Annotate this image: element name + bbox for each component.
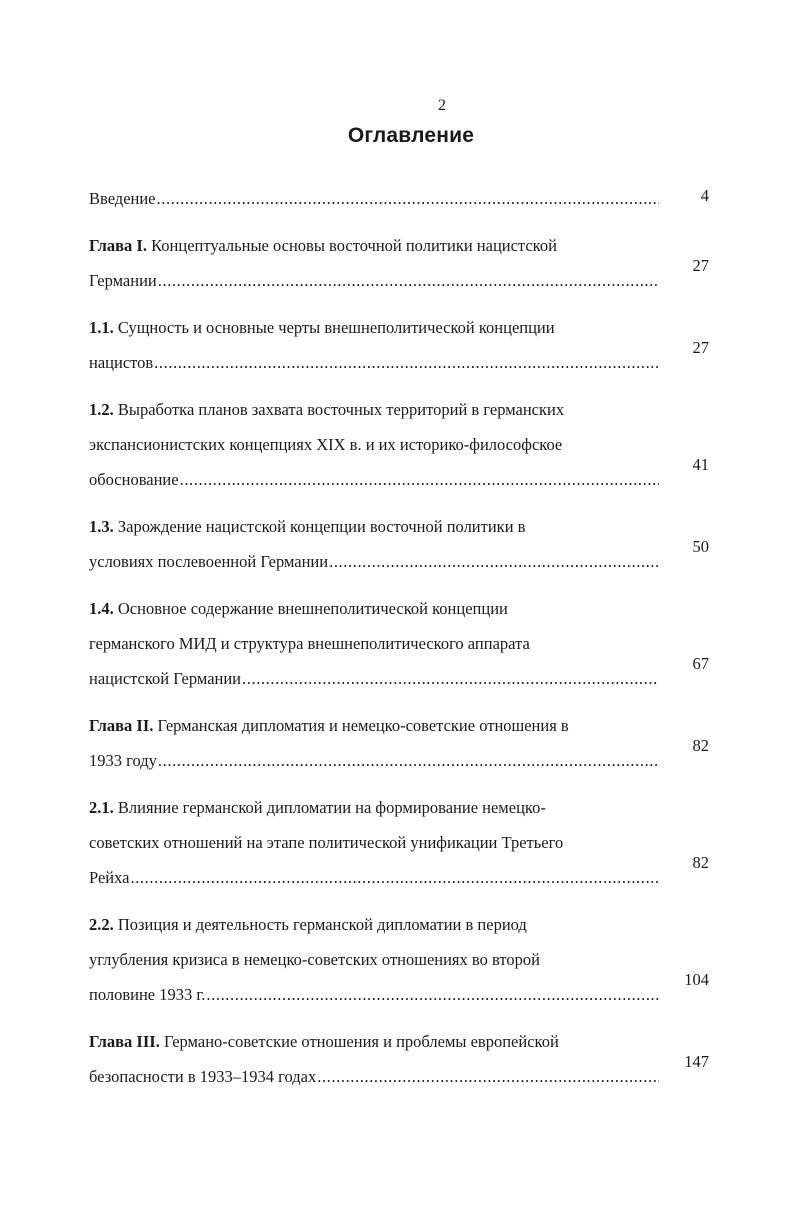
toc-entry-title: обоснование (89, 470, 179, 489)
dot-leader (329, 544, 659, 579)
toc-entry-text (89, 977, 205, 1012)
toc-entry-text (89, 950, 540, 969)
toc-entry-label: 2.2. (89, 915, 114, 934)
toc-entry-text (89, 743, 157, 778)
toc-page-number: 82 (692, 736, 709, 755)
toc-entry-line (89, 708, 659, 743)
toc-entry-text (89, 435, 562, 454)
toc-entry-title: Введение (89, 189, 156, 208)
toc-entry-line (89, 310, 659, 345)
toc-page-number: 41 (692, 455, 709, 474)
toc-entry (89, 181, 709, 216)
toc-entry-title: Концептуальные основы восточной политики нацистской (151, 236, 557, 255)
dot-leader (206, 977, 659, 1012)
toc-entry-title: 1933 году (89, 751, 157, 770)
toc-entry-line (89, 825, 659, 860)
toc-entry (89, 907, 709, 1012)
toc-entry-title: Германо-советские отношения и проблемы европейской (163, 1032, 559, 1051)
toc-entry-title: Рейха (89, 868, 130, 887)
toc-entry-title: Сущность и основные черты внешнеполитической концепции (117, 318, 555, 337)
toc-entry-label: 2.1. (89, 798, 114, 817)
toc-entry-title: Выработка планов захвата восточных территорий в германских (117, 400, 565, 419)
toc-entry-line (89, 509, 659, 544)
toc-entry-title: Зарождение нацистской концепции восточной политики в (117, 517, 526, 536)
toc-entry-text (89, 634, 530, 653)
toc-entry-title: нацистской Германии (89, 669, 242, 688)
toc-entry (89, 790, 709, 895)
toc-page-number: 67 (692, 654, 709, 673)
toc-entry-title: Германская дипломатия и немецко-советские отношения в (157, 716, 569, 735)
toc-entry (89, 1024, 709, 1094)
toc-entry-title: половине 1933 г. (89, 985, 206, 1004)
toc-entry-title: безопасности в 1933–1934 годах (89, 1067, 317, 1086)
toc-entry-line (89, 181, 659, 216)
toc-entry-text (89, 318, 555, 337)
toc-entry-title: Позиция и деятельность германской дипломатии в период (117, 915, 527, 934)
dot-leader (158, 743, 659, 778)
toc-entry-text (89, 915, 527, 934)
toc-entry-text (89, 1059, 316, 1094)
toc-entry-line (89, 345, 659, 380)
toc-entry-title: Основное содержание внешнеполитической концепции (117, 599, 508, 618)
toc-entry-title: нацистов (89, 353, 154, 372)
toc-entry-text (89, 181, 156, 216)
toc-entry-label: 1.4. (89, 599, 114, 618)
toc-entry (89, 591, 709, 696)
toc-entry-line (89, 743, 659, 778)
dot-leader (154, 345, 659, 380)
toc-entry-label: Глава III. (89, 1032, 160, 1051)
toc-entry-line (89, 661, 659, 696)
toc-entry-text (89, 517, 525, 536)
toc-entry-line (89, 860, 659, 895)
toc-entry-line (89, 544, 659, 579)
toc-entry (89, 228, 709, 298)
toc-page-number: 27 (692, 256, 709, 275)
toc-entry-line (89, 1059, 659, 1094)
toc-entry-line (89, 1024, 659, 1059)
toc-page-number: 82 (692, 853, 709, 872)
toc-entry-label: 1.2. (89, 400, 114, 419)
toc-title: Оглавление (347, 124, 475, 147)
toc-entry (89, 310, 709, 380)
toc-entry-text (89, 236, 557, 255)
toc-entry-title: углубления кризиса в немецко-советских отношениях во второй (89, 950, 540, 969)
toc-entry-line (89, 263, 659, 298)
toc-entry-title: советских отношений на этапе политической унификации Третьего (89, 833, 564, 852)
toc-entry-text (89, 462, 179, 497)
toc-entry-title: Германии (89, 271, 157, 290)
toc-entry-line (89, 907, 659, 942)
toc-entry-title: условиях послевоенной Германии (89, 552, 329, 571)
table-of-contents (89, 181, 709, 1106)
toc-entry-line (89, 626, 659, 661)
toc-entry-text (89, 599, 508, 618)
toc-page-number: 27 (692, 338, 709, 357)
toc-entry-text (89, 833, 563, 852)
toc-entry-line (89, 977, 659, 1012)
toc-page-number: 50 (692, 537, 709, 556)
dot-leader (157, 181, 659, 216)
dot-leader (242, 661, 659, 696)
toc-entry-line (89, 942, 659, 977)
toc-entry-line (89, 392, 659, 427)
toc-entry-title: германского МИД и структура внешнеполитического аппарата (89, 634, 530, 653)
dot-leader (130, 860, 659, 895)
toc-entry-text (89, 798, 546, 817)
toc-entry (89, 509, 709, 579)
toc-entry-text (89, 860, 129, 895)
toc-entry-text (89, 400, 564, 419)
dot-leader (180, 462, 659, 497)
toc-entry-text (89, 1032, 559, 1051)
toc-entry-text (89, 263, 157, 298)
toc-entry-label: Глава I. (89, 236, 147, 255)
dot-leader (158, 263, 659, 298)
toc-entry-label: 1.3. (89, 517, 114, 536)
toc-entry-line (89, 591, 659, 626)
toc-entry-text (89, 716, 569, 735)
toc-entry (89, 708, 709, 778)
toc-entry-line (89, 228, 659, 263)
toc-entry-label: 1.1. (89, 318, 114, 337)
toc-page-number: 104 (684, 970, 709, 989)
toc-entry-line (89, 427, 659, 462)
toc-entry-text (89, 345, 153, 380)
toc-entry-text (89, 544, 328, 579)
toc-page-number: 147 (684, 1052, 709, 1071)
toc-entry-label: Глава II. (89, 716, 154, 735)
toc-entry-line (89, 462, 659, 497)
toc-entry-line (89, 790, 659, 825)
toc-entry-title: экспансионистских концепциях XIX в. и их историко-философское (89, 435, 563, 454)
toc-page-number: 4 (700, 186, 709, 205)
page-number: 2 (438, 97, 446, 114)
toc-entry (89, 392, 709, 497)
toc-entry-title: Влияние германской дипломатии на формирование немецко- (117, 798, 546, 817)
dot-leader (317, 1059, 659, 1094)
toc-entry-text (89, 661, 241, 696)
